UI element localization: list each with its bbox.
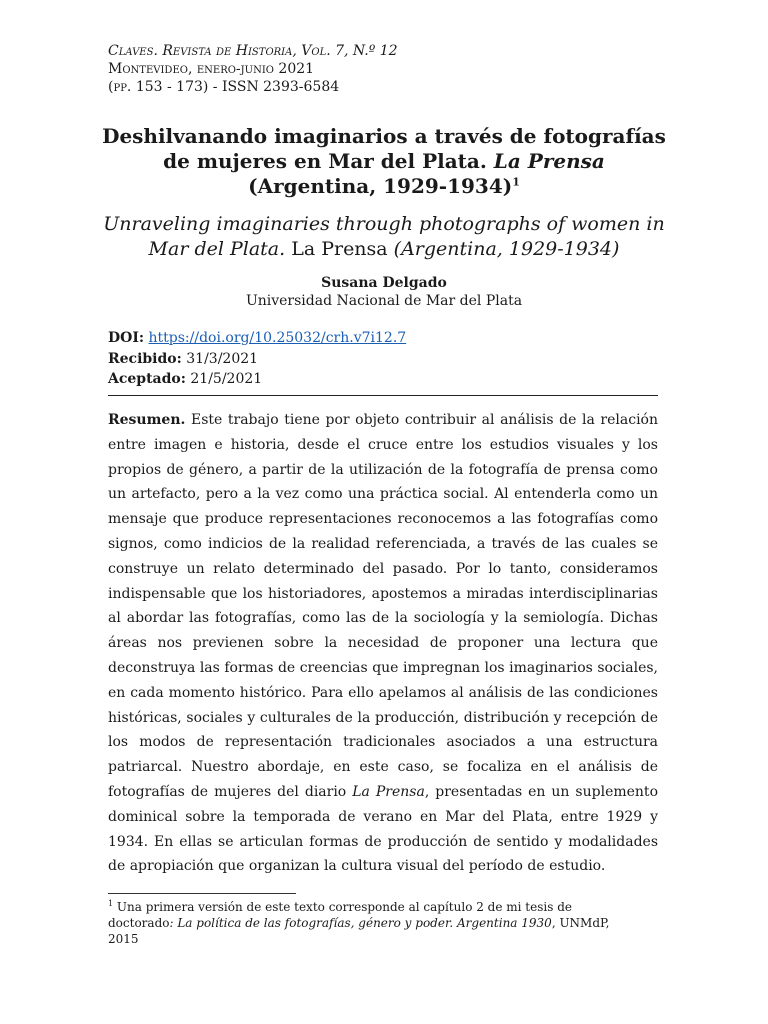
- accepted-label: Aceptado:: [108, 371, 186, 387]
- author-block: [100, 274, 668, 310]
- accepted-line: [108, 369, 406, 390]
- accepted-date: 21/5/2021: [190, 371, 263, 387]
- english-title: [100, 212, 668, 262]
- doi-link[interactable]: https://doi.org/10.25032/crh.v7i12.7: [148, 330, 407, 346]
- abstract-text-1: Este trabajo tiene por objeto contribuir al análisis de la relación entre imagen e historia, desde el cruce entre los estudios visuales y los propios de género, a partir de la utilización de la fotografía de prensa como un artefacto, pero a la vez como una práctica social. Al entenderla como un mensaje que produce representaciones reconocemos a las fotografías como signos, como indicios de la realidad referenciada, a través de las cuales se construye un relato determinado del pasado. Por lo tanto, consideramos indispensable que los historiadores, apostemos a miradas interdisciplinarias al abordar las fotografías, como las de la sociología y la semiología. Dichas áreas nos previenen sobre la necesidad de proponer una lectura que deconstruya las formas de creencias que impregnan los imaginarios sociales, en cada momento histórico. Para ello apelamos al análisis de las condiciones históricas, sociales y culturales de la producción, distribución y recepción de los modos de representación tradicionales asociados a una estructura patriarcal. Nuestro abordaje, en este caso, se focaliza en el análisis de fotografías de mujeres del diario: [108, 412, 658, 800]
- journal-title: Claves. Revista de Historia, Vol. 7, N.º 12: [108, 43, 398, 59]
- received-line: [108, 349, 406, 370]
- footnote-text-2: , UNMdP, 2015: [108, 916, 610, 946]
- abstract-newspaper: La Prensa: [352, 783, 425, 800]
- doi-line: [108, 328, 406, 349]
- article-title: [100, 124, 668, 199]
- english-title-part-2: (Argentina, 1929-1934): [393, 238, 620, 260]
- section-divider: [108, 395, 658, 396]
- footnote-text-1: Una primera versión de este texto corresponde al capítulo 2 de mi tesis de doctorado: [108, 900, 572, 930]
- received-label: Recibido:: [108, 350, 182, 367]
- footnote-number: 1: [108, 899, 114, 908]
- author-affiliation: Universidad Nacional de Mar del Plata: [245, 293, 523, 309]
- doi-label: DOI:: [108, 330, 145, 346]
- journal-pages-issn: (pp. 153 - 173) - ISSN 2393-6584: [108, 79, 340, 95]
- received-date: 31/3/2021: [186, 350, 259, 367]
- footnote: [108, 899, 628, 947]
- abstract-label: Resumen.: [108, 412, 186, 428]
- abstract-text-2: , presentadas en un suplemento dominical sobre la temporada de verano en Mar del Plata, entre 1929 y 1934. En ellas se articulan formas de producción de sentido y modalidades de apropiación que organizan la cultura visual del período de estudio.: [108, 783, 658, 875]
- title-footnote-ref[interactable]: 1: [512, 175, 520, 189]
- title-newspaper: La Prensa: [493, 149, 605, 173]
- title-part-2: (Argentina, 1929-1934): [248, 174, 513, 198]
- footnote-italic-title: : La política de las fotografías, género y poder. Argentina 1930: [169, 916, 552, 930]
- english-title-part-1: Unraveling imaginaries through photographs of women in Mar del Plata.: [103, 213, 665, 260]
- author-name: Susana Delgado: [321, 275, 447, 291]
- title-part-1: Deshilvanando imaginarios a través de fotografías de mujeres en Mar del Plata.: [102, 124, 666, 173]
- journal-place-date: Montevideo, enero-junio 2021: [108, 61, 315, 77]
- journal-header: [108, 42, 398, 96]
- article-metadata: [108, 328, 406, 390]
- footnote-divider: [108, 893, 296, 894]
- abstract: [108, 408, 658, 879]
- english-title-newspaper: La Prensa: [285, 238, 394, 260]
